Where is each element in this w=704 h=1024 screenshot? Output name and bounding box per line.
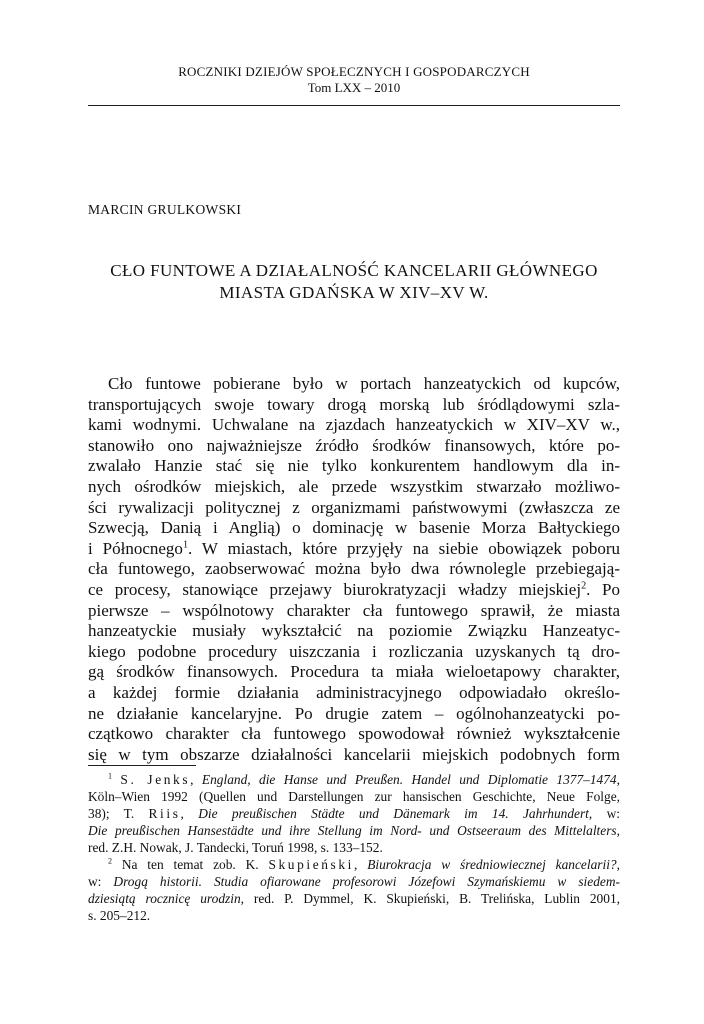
footnote-text: ,	[354, 857, 358, 872]
footnote-line: s. 205–212.	[88, 908, 151, 923]
body-line	[88, 580, 620, 601]
body-line: Szwecją, Danią i Anglią) o dominację w basenie Morza Bałtyckiego	[88, 518, 620, 538]
body-line: hanzeatyckie musiały wykształcić na poziomie Związku Hanzeatyc-	[88, 621, 620, 641]
body-line: ne działanie kancelaryjne. Po drugie zatem – ogólnohanzeatycki po-	[88, 703, 620, 723]
article-author: MARCIN GRULKOWSKI	[88, 202, 242, 217]
footnote-text: ,	[616, 823, 620, 838]
footnotes	[88, 771, 620, 924]
body-line: nych ośrodków miejskich, ale przede wszystkim stwarzało możliwo-	[88, 476, 620, 496]
running-head	[88, 64, 620, 96]
body-line: cła funtowego, zaobserwować można było dwa równolegle przebiegają-	[88, 559, 620, 579]
footnote-line	[88, 890, 620, 907]
body-paragraph	[88, 374, 620, 765]
body-line-part: . Po	[586, 579, 620, 599]
journal-name: ROCZNIKI DZIEJÓW SPOŁECZNYCH I GOSPODARCZYCH	[178, 64, 530, 79]
body-line-part: . W miastach, które przyjęły na siebie obowiązek poboru	[188, 538, 620, 558]
footnote-text: ,	[180, 806, 184, 821]
cited-title: dziesiątą rocznicę urodzin	[88, 891, 241, 906]
body-line: gą środków finansowych. Procedura ta miała wieloetapowy charakter,	[88, 662, 620, 682]
article-title	[88, 260, 620, 304]
body-line: a każdej formie działania administracyjnego odpowiadało określo-	[88, 682, 620, 702]
body-line: stanowiło ono najważniejsze źródło środków finansowych, które po-	[88, 435, 620, 455]
footnote-number: 1	[108, 771, 113, 781]
body-line	[88, 539, 620, 560]
footnote-rule	[88, 765, 196, 766]
footnote-line	[88, 805, 620, 822]
body-line: czątkowo charakter cła funtowego spowodował również wykształcenie	[88, 724, 620, 744]
cited-author: S. Jenks	[120, 772, 191, 787]
footnote-text: w:	[88, 874, 102, 889]
cited-title: Biurokracja w średniowiecznej kancelarii?	[367, 857, 617, 872]
footnote-1: $^1$ S. Jenks, England, die Hanse und Preußen. Handel und Diplomatie 1377–1474,	[108, 771, 620, 787]
document-page	[88, 0, 620, 1024]
footnote-line	[88, 873, 620, 890]
cited-author: Skupieński	[268, 857, 354, 872]
body-line-part: i Północnego	[88, 538, 183, 558]
footnote-line: red. Z.H. Nowak, J. Tandecki, Toruń 1998, s. 133–152.	[88, 840, 383, 855]
body-line: Cło funtowe pobierane było w portach hanzeatyckich od kupców,	[108, 374, 620, 393]
body-line: kiego podobne procedury uiszczania i rozliczania uzyskanych tą dro-	[88, 641, 620, 661]
cited-title: Die preußischen Städte und Dänemark im 14. Jahrhundert	[198, 806, 589, 821]
cited-title: England, die Hanse und Preußen. Handel und Diplomatie 1377–1474	[201, 772, 617, 787]
footnote-text: 38); T.	[88, 806, 135, 821]
body-line: zwalało Hanzie stać się nie tylko konkurentem handlowym dla in-	[88, 456, 620, 476]
footnote-ref[interactable]: 2	[581, 580, 587, 592]
title-line: MIASTA GDAŃSKA W XIV–XV W.	[219, 283, 489, 302]
footnote-text: ,	[616, 772, 620, 787]
header-rule	[88, 105, 620, 106]
cited-title: Drogą historii. Studia ofiarowane profesorowi Józefowi Szymańskiemu w siedem-	[113, 874, 620, 889]
title-line: CŁO FUNTOWE A DZIAŁALNOŚĆ KANCELARII GŁÓWNEGO	[110, 261, 598, 280]
footnote-number: 2	[108, 856, 113, 866]
footnote-text: ,	[616, 857, 620, 872]
body-line-part: ce procesy, stanowiące przejawy biurokratyzacji władzy miejskiej	[88, 579, 582, 599]
footnote-text: , red. P. Dymmel, K. Skupieński, B. Trelińska, Lublin 2001,	[240, 891, 620, 906]
cited-author: Riis	[148, 806, 181, 821]
body-line: się w tym obszarze działalności kancelarii miejskich podobnych form	[88, 744, 620, 764]
footnote-line: Köln–Wien 1992 (Quellen und Darstellungen zur hansischen Geschichte, Neue Folge,	[88, 789, 620, 804]
footnote-text: , w:	[588, 806, 620, 821]
cited-title: Die preußischen Hansestädte und ihre Stellung im Nord- und Ostseeraum des Mittelalters	[88, 823, 617, 838]
footnote-2	[88, 856, 620, 873]
body-line: pierwsze – wspólnotowy charakter cła funtowego sprawił, że miasta	[88, 600, 620, 620]
volume-info: Tom LXX – 2010	[307, 80, 401, 95]
footnote-text: Na ten temat zob. K.	[121, 857, 259, 872]
footnote-line	[88, 822, 620, 839]
footnote-ref[interactable]: 1	[182, 539, 189, 551]
body-line: kami wodnymi. Uchwalane na zjazdach hanzeatyckich w XIV–XV w.,	[88, 415, 620, 435]
body-line: ści rywalizacji politycznej z organizmami państwowymi (zwłaszcza ze	[88, 497, 620, 517]
body-line: transportujących swoje towary drogą morską lub śródlądowymi szla-	[88, 394, 620, 414]
